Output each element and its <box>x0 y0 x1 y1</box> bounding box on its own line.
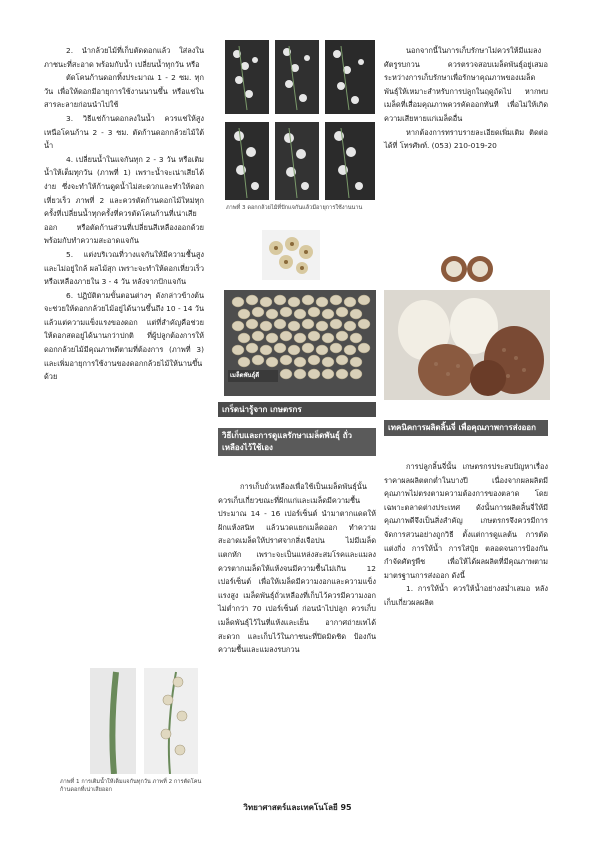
lychee-small <box>436 252 496 286</box>
paragraph: การปลูกลิ้นจี่นั้น เกษตรกรประสบปัญหาเรื่องราคาผลผลิตตกต่ำในบางปี เนื่องจากผลผลิตมีคุณภาพไม่ตรงตามความต้องการของตลาด โดยเฉพาะตลาดต่างประเทศ ดังนั้นการผลิตลิ้นจี่ให้มีคุณภาพดีจึงเป็นสิ่งสำคัญ เกษตรกรจึงควรมีการจัดการสวนอย่างถูกวิธี ตั้งแต่การดูแลต้น การตัดแต่งกิ่ง การให้น้ำ การใส่ปุ๋ย ตลอดจนการป้องกันกำจัดศัตรูพืช เพื่อให้ได้ผลผลิตที่มีคุณภาพตามมาตรฐานการส่งออก ดังนี้ <box>384 462 548 580</box>
paragraph: 1. การให้น้ำ ควรให้น้ำอย่างสม่ำเสมอ หลังเก็บเกี่ยวผลผลิต <box>384 584 548 607</box>
column-1 <box>44 44 204 384</box>
section-heading-middle: วิธีเก็บและการดูแลรักษาเมล็ดพันธุ์ ถั่วเหลืองไว้ใช้เอง <box>218 428 376 456</box>
section-banner-left: เกร็ดน่ารู้จาก เกษตรกร <box>218 402 376 417</box>
paragraph: 5. แต่งบริเวณที่วางแจกันให้มีความชื้นสูงและไม่อยู่ใกล้ ผลไม้สุก เพราะจะทำให้ดอกเหี่ยวเร็ว หรือเหลืองภายใน 3 - 4 วัน หลังจากปักแจกัน <box>44 249 204 287</box>
orchid-caption: ภาพที่ 3 ดอกกล้วยไม้ที่ปักแจกันแล้วมีอายุการใช้งานนาน <box>226 205 363 211</box>
orchid-photo-grid <box>225 40 375 202</box>
column-3 <box>384 44 548 153</box>
paragraph: การเก็บถั่วเหลืองเพื่อใช้เป็นเมล็ดพันธุ์นั้น ควรเก็บเกี่ยวขณะที่ฝักแก่และเมล็ดมีความชื้นประมาณ 14 - 16 เปอร์เซ็นต์ นำมาตากแดดให้ฝักแห้งสนิท แล้วนวดแยกเมล็ดออก ทำความสะอาดเมล็ดให้ปราศจากสิ่งเจือปน ไม่มีเมล็ดแตกหัก เพราะจะเป็นแหล่งสะสมโรคและแมลง ควรตากเมล็ดให้แห้งจนมีความชื้นไม่เกิน 12 เปอร์เซ็นต์ เพื่อให้เมล็ดมีความงอกและความแข็งแรงสูง เมล็ดพันธุ์ถั่วเหลืองที่เก็บไว้ควรมีความงอกไม่ต่ำกว่า 70 เปอร์เซ็นต์ ก่อนนำไปปลูก ควรเก็บเมล็ดพันธุ์ไว้ในที่แห้งและเย็น อากาศถ่ายเทได้สะดวก และเก็บไว้ในภาชนะที่ปิดมิดชิด ป้องกันความชื้นและแมลงรบกวน <box>218 482 376 655</box>
paragraph: 3. วิธีแช่ก้านดอกลงในน้ำ ควรแช่ให้สูงเหนือโคนก้าน 2 - 3 ซม. ตัดก้านดอกกล้วยไม้ใต้น้ำ <box>44 113 204 151</box>
paragraph: หากต้องการทราบรายละเอียดเพิ่มเติม ติดต่อได้ที่ โทรศัพท์. (053) 210-019-20 <box>384 127 548 151</box>
page-footer: วิทยาศาสตร์และเทคโนโลยี 95 <box>243 803 352 812</box>
paragraph: 2. นำกล้วยไม้ที่เก็บตัดดอกแล้ว ใส่ลงในภาชนะที่สะอาด พร้อมกับน้ำ เปลี่ยนน้ำทุกวัน หรือ <box>44 46 204 69</box>
column-2 <box>218 480 376 657</box>
orchid-closeup <box>262 230 320 280</box>
section-heading-right: เทคนิคการผลิตลิ้นจี่ เพื่อคุณภาพการส่งออก <box>384 420 548 436</box>
column-3b <box>384 460 548 610</box>
paragraph: ตัดโคนก้านดอกทิ้งประมาณ 1 - 2 ซม. ทุกวัน เพื่อให้ดอกมีอายุการใช้งานนานขึ้น หรือแช่ในสารละลายก่อนนำไปใช้ <box>44 73 204 110</box>
plant-stem-caption: ภาพที่ 1 การเติมน้ำให้เต็มแจกันทุกวัน ภาพที่ 2 การตัดโคนก้านดอกที่เน่าเสียออก <box>60 779 202 793</box>
plant-stems <box>90 668 198 774</box>
lychee-small-photo <box>436 252 496 286</box>
orchid-photos <box>225 40 375 202</box>
paragraph: 4. เปลี่ยนน้ำในแจกันทุก 2 - 3 วัน หรือเติมน้ำให้เต็มทุกวัน (ภาพที่ 1) เพราะน้ำจะเน่าเสียได้ง่าย ซึ่งจะทำให้ก้านดูดน้ำไม่สะดวกและทำให้ดอกเหี่ยวเร็ว ภาพที่ 2 และควรตัดก้านดอกไม้ใหม่ทุกครั้งที่เปลี่ยนน้ำทุกครั้งที่ควรตัดโคนก้านที่เน่าเสียออก หรือตัดก้านส่วนที่เปลี่ยนสีเหลืองออกด้วย พร้อมกับทำความสะอาดแจกัน <box>44 154 204 246</box>
lychee-fruits <box>384 290 550 400</box>
orchid-closeup-photo <box>262 230 320 280</box>
soybean-seeds-photo <box>224 290 376 396</box>
paragraph: 6. ปฏิบัติตามขั้นตอนต่างๆ ดังกล่าวข้างต้นจะช่วยให้ดอกกล้วยไม้อยู่ได้นานขึ้นถึง 10 - 14 วัน แล้วแต่ความแข็งแรงของดอก แต่ที่สำคัญคือช่วยให้ดอกสดอยู่ได้นานกว่าปกติ ที่ผู้ปลูกต้องการให้ดอกกล้วยไม้มีคุณภาพดีตามที่ต้องการ (ภาพที่ 3) และเพิ่มอายุการใช้งานของดอกกล้วยไม้ให้นานขึ้นด้วย <box>44 290 204 382</box>
plant-stem-photo <box>90 668 198 774</box>
lychee-main-photo <box>384 290 550 400</box>
paragraph: นอกจากนี้ในการเก็บรักษาไม่ควรให้มีแมลงศัตรูรบกวน ควรตรวจสอบเมล็ดพันธุ์อยู่เสมอ ระหว่างการเก็บรักษาเพื่อรักษาคุณภาพของเมล็ดพันธุ์ให้เหมาะสำหรับการปลูกในฤดูถัดไป หากพบเมล็ดที่เสื่อมคุณภาพควรคัดออกทันที เพื่อไม่ให้เกิดความเสียหายแก่เมล็ดอื่น <box>384 46 548 123</box>
seeds-label: เมล็ดพันธุ์ดี <box>230 372 260 379</box>
